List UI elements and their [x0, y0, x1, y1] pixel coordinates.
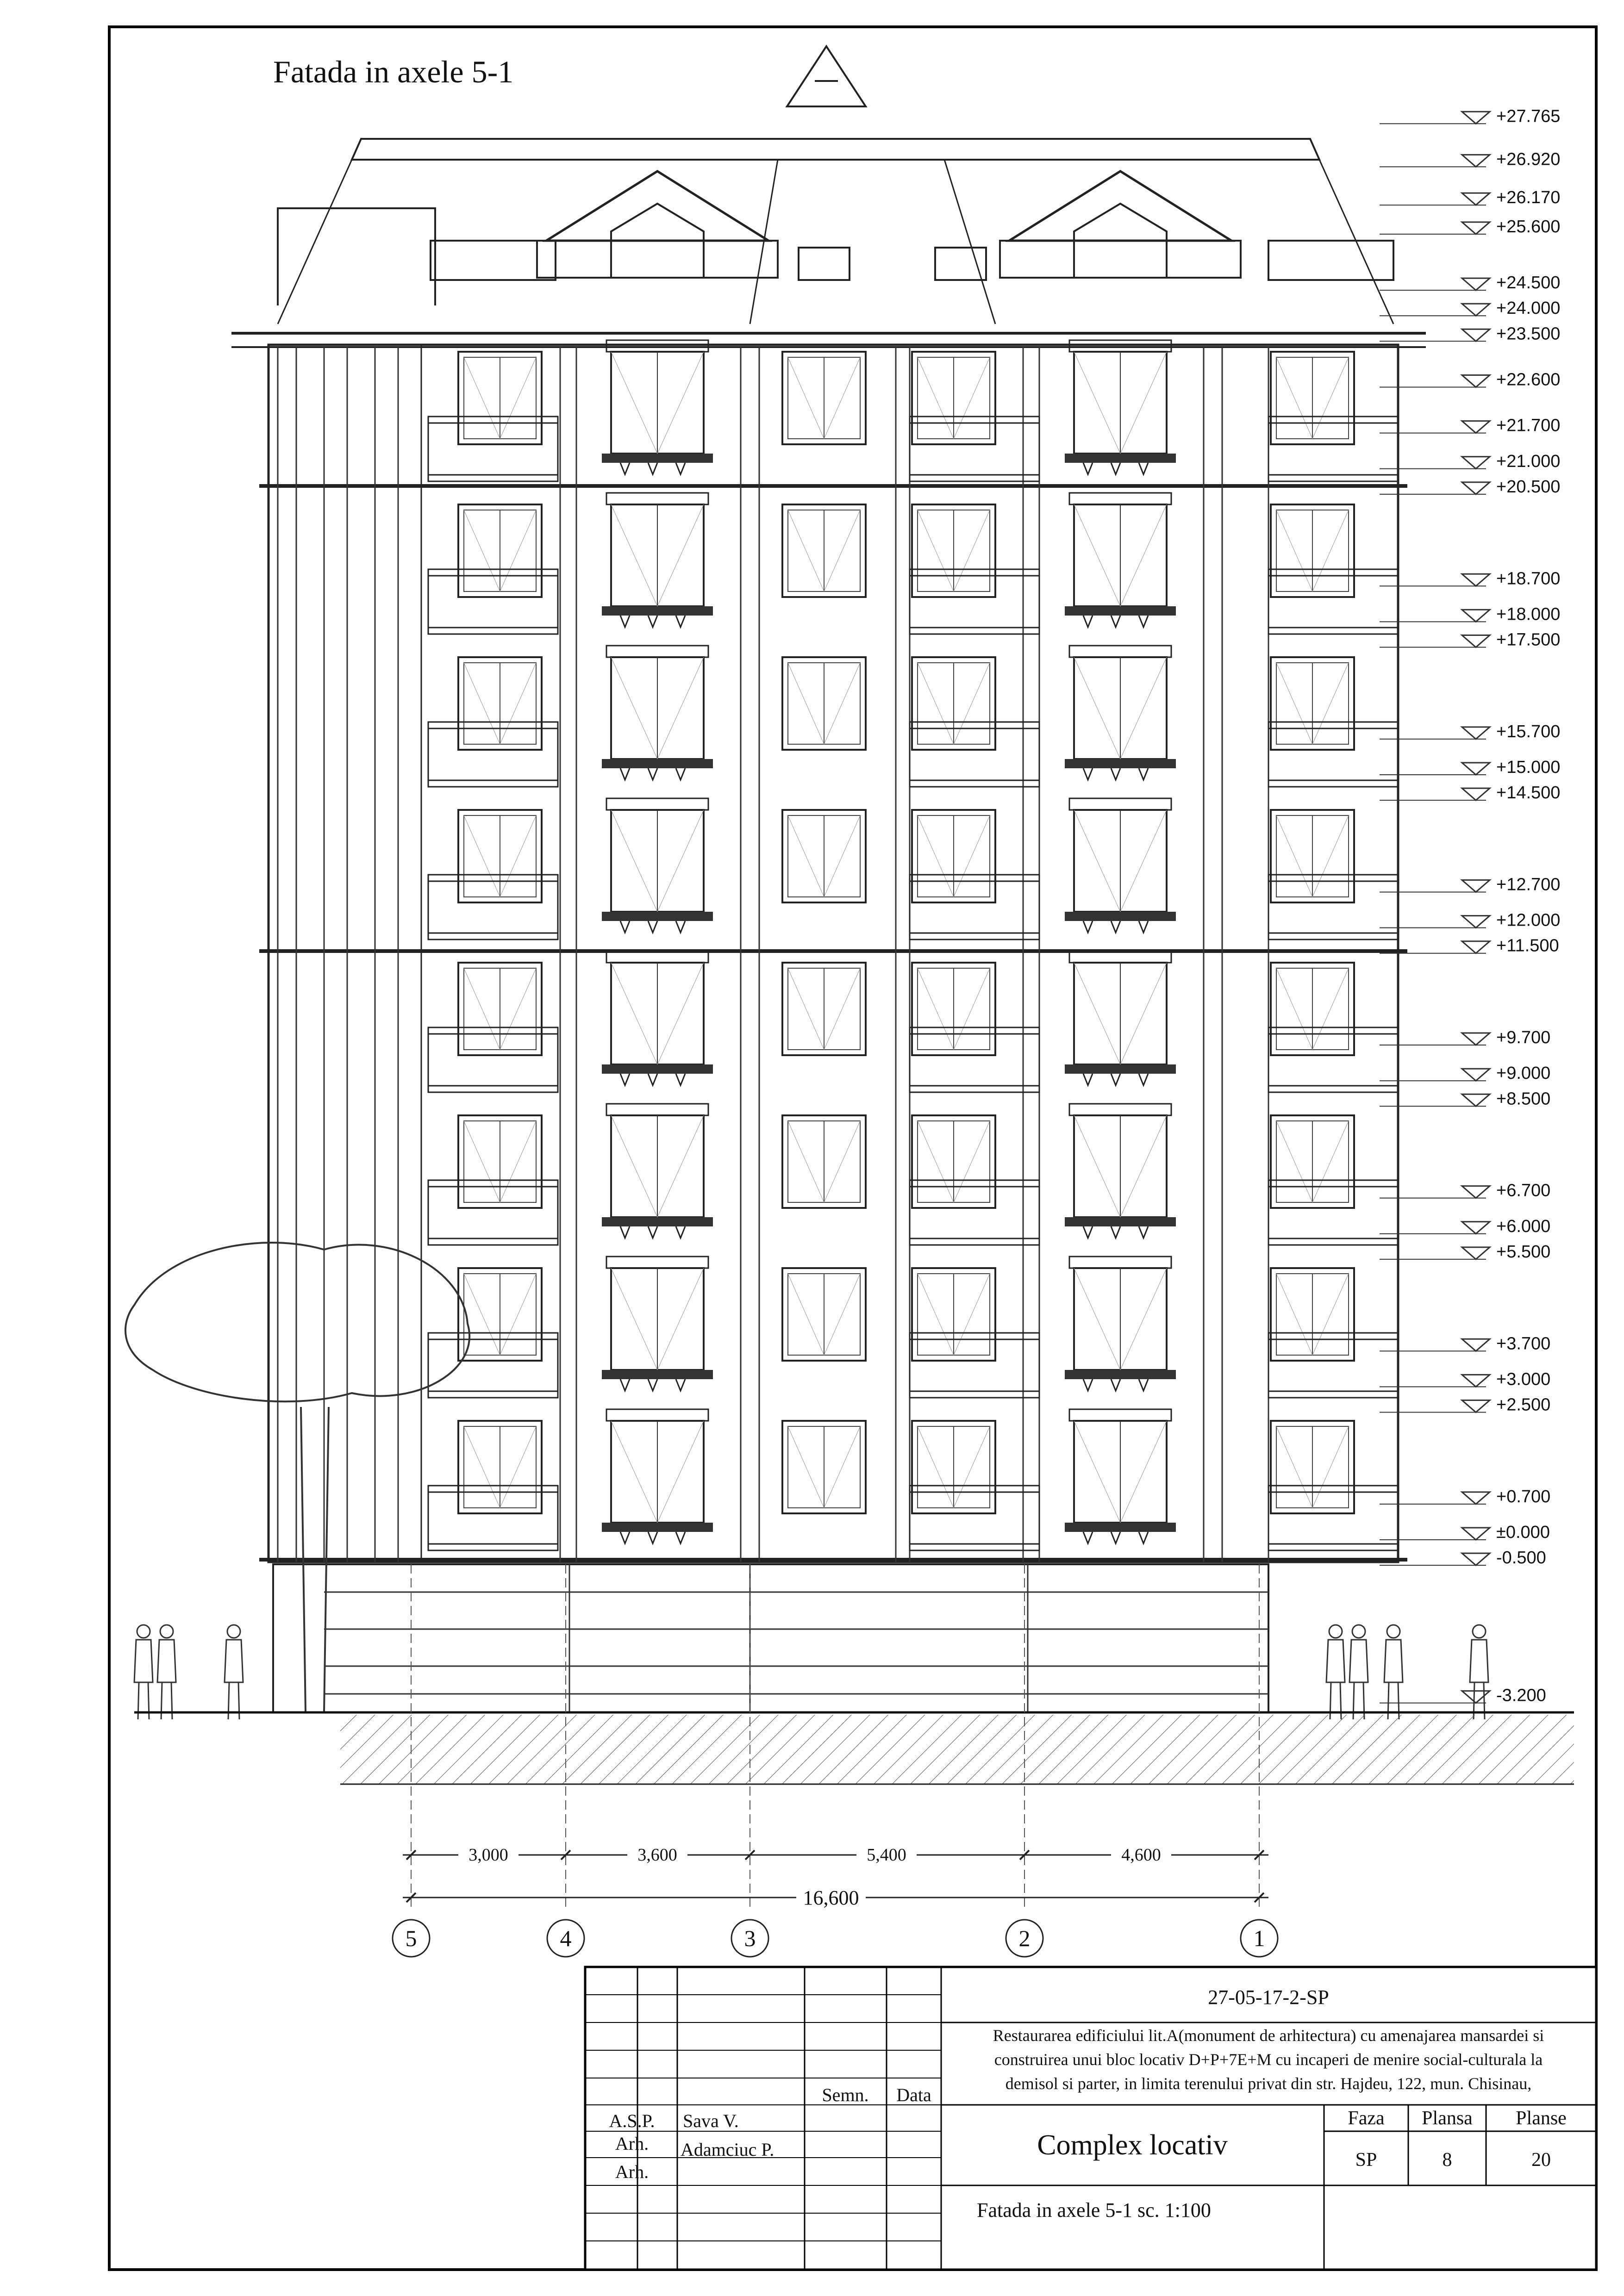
elevation-label: +15.700: [1496, 722, 1561, 741]
roof-vent: [799, 248, 849, 280]
roof-balustrade-right: [1268, 241, 1393, 280]
elevation-triangle-icon: [1462, 329, 1490, 341]
planse-value: 20: [1531, 2149, 1551, 2171]
plansa-value: 8: [1442, 2149, 1452, 2171]
spire: [787, 46, 866, 106]
elevation-label: -3.200: [1496, 1686, 1546, 1705]
elevation-label: +26.170: [1496, 188, 1561, 208]
axis-3: 3: [744, 1925, 756, 1951]
axis-4: 4: [560, 1925, 572, 1951]
name-sava: Sava V.: [683, 2110, 739, 2131]
elevation-label: +25.600: [1496, 217, 1561, 236]
elevation-triangle-icon: [1462, 375, 1490, 387]
axis-1: 1: [1253, 1925, 1265, 1951]
faza-label: Faza: [1348, 2108, 1385, 2129]
chimney-block: [278, 208, 435, 305]
elevation-label: +21.700: [1496, 416, 1561, 436]
dim-span-4-3: 3,600: [637, 1845, 677, 1865]
elevation-triangle-icon: [1462, 574, 1490, 586]
elevation-label: +11.500: [1496, 936, 1559, 956]
elevation-label: +3.000: [1496, 1369, 1551, 1389]
sheet-title: Fatada in axele 5-1 sc. 1:100: [977, 2199, 1211, 2221]
elevation-label: -0.500: [1496, 1548, 1546, 1568]
elevation-label: +9.000: [1496, 1064, 1551, 1083]
elevation-triangle-icon: [1462, 1553, 1490, 1565]
building-facade: [231, 46, 1426, 1712]
elevation-label: +15.000: [1496, 758, 1561, 777]
elevation-triangle-icon: [1462, 1094, 1490, 1106]
elevation-triangle-icon: [1462, 941, 1490, 953]
drawing-title: Fatada in axele 5-1: [273, 54, 514, 89]
facade-openings: [428, 340, 1398, 1550]
elevation-triangle-icon: [1462, 1528, 1490, 1540]
elevation-label: +27.765: [1496, 106, 1561, 126]
elevation-label: +22.600: [1496, 370, 1561, 390]
elevation-label: +24.000: [1496, 299, 1561, 318]
role-arh-2: Arh.: [615, 2161, 649, 2182]
elevation-triangle-icon: [1462, 727, 1490, 739]
roof-vent: [935, 248, 986, 280]
axis-5: 5: [405, 1925, 417, 1951]
elevation-label: +14.500: [1496, 783, 1561, 803]
elevation-triangle-icon: [1462, 880, 1490, 892]
project-description-line-3: demisol si parter, in limita terenului privat din str. Hajdeu, 122, mun. Chisinau,: [1005, 2074, 1532, 2093]
elevation-triangle-icon: [1462, 1400, 1490, 1412]
elevation-triangle-icon: [1462, 916, 1490, 928]
elevation-triangle-icon: [1462, 763, 1490, 775]
elevation-triangle-icon: [1462, 1247, 1490, 1259]
elevation-label: +18.000: [1496, 604, 1561, 624]
elevation-label: +5.500: [1496, 1242, 1551, 1262]
dormer-right: [1000, 171, 1241, 278]
mansard-roof: [352, 139, 1319, 160]
elevation-triangle-icon: [1462, 788, 1490, 800]
elevation-triangle-icon: [1462, 421, 1490, 433]
project-code: 27-05-17-2-SP: [1208, 1986, 1329, 2009]
sheet-border: [109, 27, 1596, 2270]
elevation-triangle-icon: [1462, 1069, 1490, 1081]
elevation-triangle-icon: [1462, 155, 1490, 167]
dim-span-2-1: 4,600: [1121, 1845, 1161, 1865]
elevation-label: ±0.000: [1496, 1523, 1550, 1542]
elevation-triangle-icon: [1462, 635, 1490, 647]
elevation-label: +6.700: [1496, 1181, 1551, 1201]
elevation-triangle-icon: [1462, 222, 1490, 234]
elevation-triangle-icon: [1462, 1375, 1490, 1387]
elevation-triangle-icon: [1462, 112, 1490, 124]
dormer-left: [537, 171, 778, 278]
elevation-triangle-icon: [1462, 193, 1490, 205]
elevation-triangle-icon: [1462, 1691, 1490, 1703]
elevation-label: +12.000: [1496, 910, 1561, 930]
elevation-triangle-icon: [1462, 457, 1490, 469]
main-body: [269, 345, 1398, 1562]
elevation-triangle-icon: [1462, 482, 1490, 494]
elevation-triangle-icon: [1462, 1222, 1490, 1234]
elevation-label: +20.500: [1496, 477, 1561, 497]
dim-span-3-2: 5,400: [867, 1845, 906, 1865]
elevation-triangle-icon: [1462, 278, 1490, 290]
people-right: [1326, 1625, 1488, 1719]
elevation-label: +12.700: [1496, 875, 1561, 895]
people-left: [134, 1625, 243, 1719]
elevation-triangle-icon: [1462, 1033, 1490, 1045]
elevation-label: +8.500: [1496, 1089, 1551, 1109]
elevation-triangle-icon: [1462, 610, 1490, 622]
elevation-label: +23.500: [1496, 324, 1561, 344]
ground-hatch: [340, 1715, 1574, 1784]
tree: [125, 1243, 469, 1712]
dim-total: 16,600: [803, 1886, 859, 1909]
project-name: Complex locativ: [1037, 2129, 1228, 2161]
elevation-label: +17.500: [1496, 630, 1561, 650]
podium: [273, 1564, 1268, 1712]
col-semn: Semn.: [822, 2084, 869, 2105]
planse-label: Planse: [1516, 2108, 1567, 2129]
name-adamciuc: Adamciuc P.: [681, 2139, 775, 2160]
faza-value: SP: [1355, 2149, 1377, 2171]
plansa-label: Plansa: [1422, 2108, 1473, 2129]
elevation-triangle-icon: [1462, 304, 1490, 316]
elevation-label: +0.700: [1496, 1487, 1551, 1506]
elevation-label: +26.920: [1496, 149, 1561, 169]
elevation-label: +6.000: [1496, 1216, 1551, 1236]
dim-span-5-4: 3,000: [468, 1845, 508, 1865]
elevation-label: +24.500: [1496, 273, 1561, 293]
elevation-label: +21.000: [1496, 451, 1561, 471]
axis-2: 2: [1018, 1925, 1031, 1951]
elevation-label: +3.700: [1496, 1334, 1551, 1354]
role-arh-1: Arh.: [615, 2133, 649, 2154]
title-block: [585, 1967, 1596, 2270]
elevation-triangle-icon: [1462, 1339, 1490, 1351]
col-data: Data: [896, 2084, 931, 2105]
project-description-line-1: Restaurarea edificiului lit.A(monument de arhitectura) cu amenajarea mansardei si: [993, 2026, 1544, 2045]
elevation-label: +9.700: [1496, 1028, 1551, 1048]
elevation-label: +18.700: [1496, 569, 1561, 589]
role-asp: A.S.P.: [609, 2110, 655, 2131]
elevation-triangle-icon: [1462, 1492, 1490, 1504]
elevation-triangle-icon: [1462, 1186, 1490, 1198]
elevation-label: +2.500: [1496, 1395, 1551, 1415]
project-description-line-2: construirea unui bloc locativ D+P+7E+M cu incaperi de menire social-culturala la: [994, 2050, 1543, 2069]
